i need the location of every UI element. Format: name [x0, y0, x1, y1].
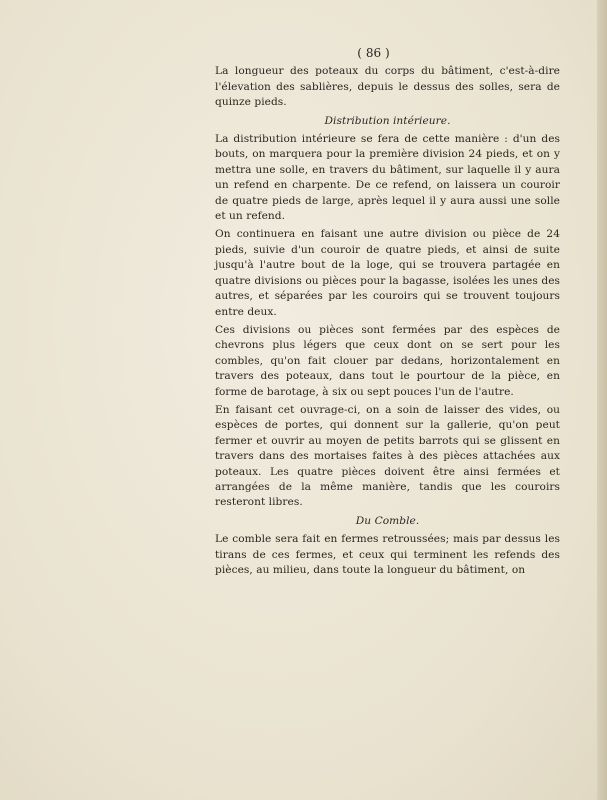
heading-distribution: Distribution intérieure. — [324, 114, 451, 127]
paragraph-distribution: La distribution intérieure se fera de cette manière : d'un des bouts, on marquera pour la première division 24 pieds, et on y mettra une solle, en travers du bâtiment, sur laquelle il y aura un refend en charpente. De ce refend, on laissera un couroir de quatre pieds de large, après lequel il y aura aussi une solle et un refend. — [215, 133, 560, 223]
paragraph-comble: Le comble sera fait en fermes retroussées; mais par dessus les tirans de ces fermes, et ceux qui terminent les refends des pièces, au milieu, dans toute la longueur du bâtiment, on — [215, 533, 560, 576]
heading-comble: Du Comble. — [355, 514, 420, 527]
page-text-block — [215, 46, 560, 581]
paragraph-poteaux: La longueur des poteaux du corps du bâtiment, c'est-à-dire l'élevation des sablières, depuis le dessus des solles, sera de quinze pieds. — [215, 65, 560, 109]
paragraph-divisions: Ces divisions ou pièces sont fermées par des espèces de chevrons plus légers que ceux dont on se sert pour les combles, qu'on fait clouer par dedans, horizontalement en travers des poteaux, dans tout le pourtour de la pièce, en forme de barotage, à six ou sept pouces l'un de l'autre. — [215, 323, 560, 398]
paragraph-ouvrage: En faisant cet ouvrage-ci, on a soin de laisser des vides, ou espèces de portes, qui donnent sur la gallerie, qu'on peut fermer et ouvrir au moyen de petits barrots qui se glissent en travers dans des mortaises faites à des pièces attachées aux poteaux. Les quatre pièces doivent être ainsi fermées et arrangées de la même manière, tandis que les couroirs resteront libres. — [215, 403, 560, 509]
page-edge — [597, 0, 607, 800]
paragraph-continuation: On continuera en faisant une autre division ou pièce de 24 pieds, suivie d'un couroir de quatre pieds, et ainsi de suite jusqu'à l'autre bout de la loge, qui se trouvera partagée en quatre divisions ou pièces pour la bagasse, isolées les unes des autres, et séparées par les couroirs qui se trouvent toujours entre deux. — [215, 228, 560, 318]
page-number: ( 86 ) — [357, 46, 390, 60]
